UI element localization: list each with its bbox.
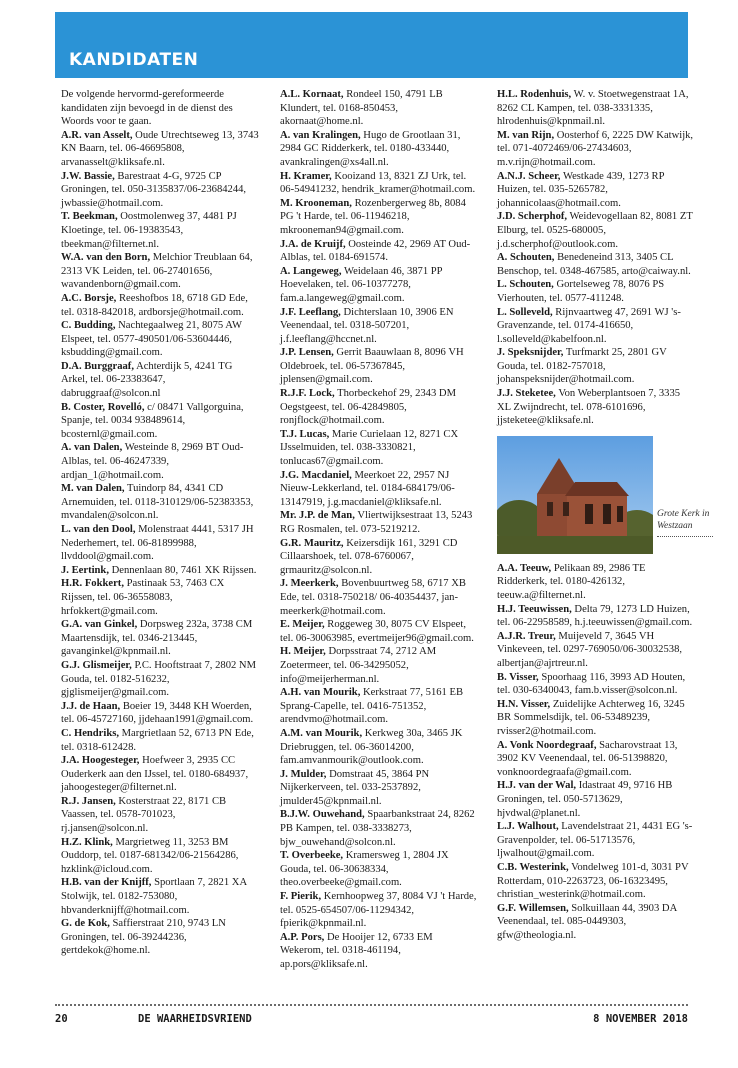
candidate-details: Pelikaan 89, 2986 TE Ridderkerk, tel. 0180-426132, teeuw.a@filternet.nl. <box>497 562 646 602</box>
magazine-name: DE WAARHEIDSVRIEND <box>138 1013 252 1025</box>
candidate-name: A. Schouten, <box>497 252 555 264</box>
candidate-name: L. van den Dool, <box>61 524 136 535</box>
candidate-details: Delta 79, 1273 LD Huizen, tel. 06-22958589, h.j.teeuwissen@gmail.com. <box>497 603 693 629</box>
candidate-details: Rozenbergerweg 8b, 8084 PG 't Harde, tel. 06-11946218, mkrooneman94@gmail.com. <box>280 197 466 236</box>
candidate-entry <box>280 346 478 387</box>
candidate-entry <box>280 577 478 618</box>
column-1 <box>61 88 259 958</box>
candidate-entry <box>61 210 259 251</box>
candidate-details: Pastinaak 53, 7463 CX Rijssen, tel. 06-36558083, hrfokkert@gmail.com. <box>61 578 225 617</box>
candidate-details: Solkuillaan 44, 3903 DA Veenendaal, tel. 085-0449303, gfw@theologia.nl. <box>497 902 677 941</box>
candidate-entry <box>280 428 478 469</box>
candidate-entry <box>497 210 695 251</box>
section-title: KANDIDATEN <box>69 50 199 70</box>
candidate-entry <box>497 861 695 902</box>
candidate-name: J. Speksnijder, <box>497 347 564 359</box>
candidate-entry <box>497 739 695 780</box>
candidate-entry <box>497 562 695 603</box>
candidate-name: C. Budding, <box>61 320 116 332</box>
candidate-details: Lavendelstraat 21, 4431 EG 's-Gravenpolder, tel. 06-51713576, ljwalhout@gmail.com. <box>497 821 693 860</box>
candidate-entry <box>497 820 695 861</box>
candidate-name: R.J.F. Lock, <box>280 388 335 400</box>
candidate-name: T. Overbeeke, <box>280 850 344 862</box>
candidate-details: Oosterhof 6, 2225 DW Katwijk, tel. 071-4072469/06-27434603, m.v.rijn@hotmail.com. <box>497 129 694 168</box>
candidate-entry <box>280 129 478 170</box>
candidate-details: Kosterstraat 22, 8171 CB Vaassen, tel. 0578-701023, rj.jansen@solcon.nl. <box>61 795 227 835</box>
church-illustration <box>497 436 653 554</box>
candidate-name: A.R. van Asselt, <box>61 129 133 141</box>
candidate-details: Hugo de Grootlaan 31, 2984 GC Ridderkerk, tel. 0180-433440, avankralingen@xs4all.nl. <box>280 129 461 168</box>
candidate-details: Dorpsstraat 74, 2712 AM Zoetermeer, tel. 06-34295052, info@meijerherman.nl. <box>280 646 437 685</box>
page-number: 20 <box>55 1013 68 1025</box>
candidate-name: J.F. Leeflang, <box>280 306 341 318</box>
candidate-details: Dennenlaan 80, 7461 XK Rijssen. <box>111 564 257 576</box>
candidate-details: Margrietweg 11, 3253 BM Ouddorp, tel. 0187-681342/06-21564286, hzklink@icloud.com. <box>61 836 239 875</box>
candidate-entry <box>280 686 478 727</box>
candidate-entry <box>280 306 478 347</box>
candidate-name: Mr. J.P. de Man, <box>280 510 355 522</box>
candidate-details: Thorbeckehof 29, 2343 DM Oegstgeest, tel. 06-42849805, ronjflock@hotmail.com. <box>280 388 456 427</box>
footer-divider <box>55 1004 688 1006</box>
candidate-name: J. Meerkerk, <box>280 578 339 590</box>
candidate-entry <box>61 401 259 442</box>
photo-caption: Grote Kerk in Westzaan <box>657 508 710 531</box>
candidate-entry <box>280 727 478 768</box>
candidate-entry <box>497 306 695 347</box>
candidate-name: M. van Dalen, <box>61 483 125 495</box>
intro-text: De volgende hervormd-gereformeerde kandidaten zijn bevoegd in de dienst des Woords voor te gaan. <box>61 89 233 128</box>
candidate-entry <box>497 278 695 305</box>
candidate-entry <box>280 768 478 809</box>
candidate-entry <box>61 795 259 836</box>
candidate-entry <box>61 700 259 727</box>
candidate-entry <box>497 170 695 211</box>
candidate-name: J.A. Hoogesteger, <box>61 755 140 767</box>
candidate-name: A.J.R. Treur, <box>497 630 556 642</box>
candidate-details: Domstraat 45, 3864 PN Nijkerkerveen, tel. 033-2537892, jmulder45@kpnmail.nl. <box>280 768 430 807</box>
issue-date: 8 NOVEMBER 2018 <box>593 1013 688 1025</box>
candidate-details: Kerkstraat 77, 5161 EB Sprang-Capelle, tel. 0416-751352, arendvmo@hotmail.com. <box>280 687 464 726</box>
candidate-entry <box>280 469 478 510</box>
candidate-entry <box>61 917 259 958</box>
candidate-list <box>61 129 259 958</box>
candidate-entry <box>497 88 695 129</box>
candidate-entry <box>280 931 478 972</box>
candidate-entry <box>61 876 259 917</box>
candidate-details: Saffierstraat 210, 9743 LN Groningen, tel. 06-39244236, gertdekok@home.nl. <box>61 918 226 957</box>
candidate-entry <box>280 265 478 306</box>
candidate-name: C.B. Westerink, <box>497 861 569 873</box>
candidate-entry <box>280 645 478 686</box>
candidate-details: Molenstraat 4441, 5317 JH Nederhemert, tel. 06-81899988, llvddool@gmail.com. <box>61 524 254 563</box>
candidate-name: W.A. van den Born, <box>61 252 151 264</box>
candidate-entry <box>61 482 259 523</box>
candidate-entry <box>61 319 259 360</box>
candidate-details: Sacharovstraat 13, 3902 KV Veenendaal, tel. 06-51398820, vonknoordegraafa@gmail.com. <box>497 739 678 778</box>
candidate-details: Reeshofbos 18, 6718 GD Ede, tel. 0318-842018, ardborsje@hotmail.com. <box>61 292 248 318</box>
candidate-entry <box>61 754 259 795</box>
candidate-details: Vliertwijksestraat 13, 5243 RG Rosmalen, tel. 073-5219212. <box>280 510 473 535</box>
candidate-name: H.Z. Klink, <box>61 836 113 848</box>
candidate-name: J. Eertink, <box>61 564 109 576</box>
candidate-details: Oude Utrechtseweg 13, 3743 KN Baarn, tel. 06-46695808, arvanasselt@kliksafe.nl. <box>61 129 259 168</box>
candidate-details: Vondelweg 101-d, 3031 PV Rotterdam, 010-2263723, 06-16323495, christian_westerink@hotmail.com. <box>497 861 689 901</box>
candidate-entry <box>280 537 478 578</box>
candidate-entry <box>497 698 695 739</box>
candidate-name: L. Schouten, <box>497 279 554 291</box>
candidate-entry <box>497 387 695 428</box>
candidate-details: Weidelaan 46, 3871 PP Hoevelaken, tel. 06-10377278, fam.a.langeweg@gmail.com. <box>280 265 443 304</box>
candidate-entry <box>61 577 259 618</box>
candidate-details: Meerkoet 22, 2957 NJ Nieuw-Lekkerland, tel. 0184-684179/06-13147919, j.g.macdaniel@kliksafe.nl. <box>280 469 455 508</box>
candidate-details: Weidevogellaan 82, 8081 ZT Elburg, tel. 0525-680005, j.d.scherphof@outlook.com. <box>497 211 693 250</box>
candidate-list <box>497 562 695 943</box>
candidate-details: Oosteinde 42, 2969 AT Oud-Alblas, tel. 0184-691574. <box>280 238 471 264</box>
candidate-details: Hoefweer 3, 2935 CC Ouderkerk aan den IJssel, tel. 0180-684937, jahoogesteger@filternet.nl. <box>61 755 249 794</box>
candidate-name: H.J. van der Wal, <box>497 780 577 792</box>
candidate-entry <box>497 603 695 630</box>
candidate-name: R.J. Jansen, <box>61 795 116 807</box>
candidate-name: A. Langeweg, <box>280 265 342 277</box>
candidate-entry <box>497 251 695 278</box>
candidate-entry <box>61 836 259 877</box>
candidate-entry <box>497 630 695 671</box>
candidate-name: H.N. Visser, <box>497 698 551 710</box>
candidate-details: Westeinde 8, 2969 BT Oud-Alblas, tel. 06-46247339, ardjan_1@hotmail.com. <box>61 442 244 481</box>
candidate-details: Marie Curielaan 12, 8271 CX IJsselmuiden, tel. 038-3330821, tonlucas67@gmail.com. <box>280 428 459 468</box>
candidate-name: H.L. Rodenhuis, <box>497 89 572 100</box>
candidate-name: H.B. van der Knijff, <box>61 877 152 889</box>
candidate-details: W. v. Stoetwegenstraat 1A, 8262 CL Kampen, tel. 038-3331335, hlrodenhuis@kpnmail.nl. <box>497 89 689 128</box>
candidate-name: B. Visser, <box>497 671 539 683</box>
candidate-details: Kernhoopweg 37, 8084 VJ 't Harde, tel. 0525-654507/06-11294342, fpierik@kpnmail.nl. <box>280 891 477 930</box>
candidate-details: Oostmolenweg 37, 4481 PJ Kloetinge, tel. 06-19383543, tbeekman@filternet.nl. <box>61 211 237 250</box>
candidate-entry <box>497 129 695 170</box>
candidate-details: Kooizand 13, 8321 ZJ Urk, tel. 06-54941232, hendrik_kramer@hotmail.com. <box>280 170 476 196</box>
candidate-name: J.W. Bassie, <box>61 170 115 182</box>
candidate-details: Muijeveld 7, 3645 VH Vinkeveen, tel. 0297-769050/06-30032538, albertjan@ajrtreur.nl. <box>497 630 683 669</box>
candidate-details: Gortelseweg 78, 8076 PS Vierhouten, tel. 0577-411248. <box>497 279 665 304</box>
candidate-name: H. Kramer, <box>280 170 332 182</box>
candidate-details: P.C. Hooftstraat 7, 2802 NM Gouda, tel. 0182-516232, gjglismeijer@gmail.com. <box>61 659 257 699</box>
candidate-details: Tuindorp 84, 4341 CD Arnemuiden, tel. 0118-310129/06-52383353, mvandalen@solcon.nl. <box>61 483 254 522</box>
candidate-entry <box>280 88 478 129</box>
candidate-details: c/ 08471 Vallgorguina, Spanje, tel. 0034 938489614, bcosternl@gmail.com. <box>61 401 244 440</box>
candidate-entry <box>497 902 695 943</box>
candidate-details: Spaarbankstraat 24, 8262 PB Kampen, tel. 038-3338273, bjw_ouwehand@solcon.nl. <box>280 809 475 848</box>
candidate-details: Boeier 19, 3448 KH Woerden, tel. 06-45727160, jjdehaan1991@gmail.com. <box>61 700 254 726</box>
column-2 <box>280 88 478 972</box>
candidate-entry <box>61 618 259 659</box>
candidate-name: G.J. Glismeijer, <box>61 659 132 671</box>
candidate-details: Turfmarkt 25, 2801 GV Gouda, tel. 0182-757018, johanspeksnijder@hotmail.com. <box>497 347 667 386</box>
candidate-entry <box>61 441 259 482</box>
candidate-details: Dorpsweg 232a, 3738 CM Maartensdijk, tel. 0346-213445, gavanginkel@kpnmail.nl. <box>61 619 253 658</box>
candidate-name: A.N.J. Scheer, <box>497 170 561 182</box>
candidate-details: Melchior Treublaan 64, 2313 VK Leiden, tel. 06-27401656, wavandenborn@gmail.com. <box>61 252 253 291</box>
candidate-entry <box>61 727 259 754</box>
candidate-details: Nachtegaalweg 21, 8075 AW Elspeet, tel. 0577-490501/06-53604446, ksbudding@gmail.com. <box>61 320 242 359</box>
candidate-entry <box>280 509 478 536</box>
candidate-name: M. Krooneman, <box>280 197 352 209</box>
candidate-entry <box>280 197 478 238</box>
candidate-list <box>497 88 695 428</box>
church-photo <box>497 436 653 554</box>
candidate-entry <box>61 523 259 564</box>
candidate-name: A.A. Teeuw, <box>497 562 552 574</box>
candidate-details: De Hooijer 12, 6733 EM Wekerom, tel. 0318-461194, ap.pors@kliksafe.nl. <box>280 931 433 970</box>
candidate-entry <box>497 346 695 387</box>
candidate-name: T. Beekman, <box>61 211 118 223</box>
candidate-entry <box>61 292 259 319</box>
candidate-details: Bovenbuurtweg 58, 6717 XB Ede, tel. 0318-750218/ 06-40354437, jan-meerkerk@hotmail.com. <box>280 578 466 617</box>
candidate-name: J.P. Lensen, <box>280 347 334 359</box>
candidate-details: Margrietlaan 52, 6713 PN Ede, tel. 0318-612428. <box>61 727 254 753</box>
section-header <box>55 12 688 78</box>
candidate-name: G.A. van Ginkel, <box>61 619 138 631</box>
candidate-name: J.J. Steketee, <box>497 388 556 400</box>
candidate-name: J.J. de Haan, <box>61 700 121 712</box>
candidate-name: J.G. Macdaniel, <box>280 469 352 481</box>
candidate-details: Rijnvaartweg 47, 2691 WJ 's-Gravenzande, tel. 0174-416650, l.solleveld@kabelfoon.nl. <box>497 306 681 345</box>
candidate-name: B. Coster, Rovelló, <box>61 401 145 413</box>
candidate-name: J. Mulder, <box>280 768 327 780</box>
candidate-name: L.J. Walhout, <box>497 821 559 833</box>
candidate-name: G.F. Willemsen, <box>497 902 569 914</box>
candidate-name: H.R. Fokkert, <box>61 578 124 590</box>
candidate-name: J.D. Scherphof, <box>497 211 568 223</box>
church-photo-figure <box>497 436 713 554</box>
candidate-name: B.J.W. Ouwehand, <box>280 809 365 821</box>
candidate-name: E. Meijer, <box>280 619 325 631</box>
candidate-entry <box>497 779 695 820</box>
candidate-name: D.A. Burggraaf, <box>61 360 134 372</box>
candidate-entry <box>280 170 478 197</box>
candidate-details: Von Weberplantsoen 7, 3335 XL Zwijndrecht, tel. 078-6101696, jjsteketee@kliksafe.nl. <box>497 388 681 427</box>
candidate-entry <box>280 890 478 931</box>
candidate-name: G.R. Mauritz, <box>280 537 344 549</box>
candidate-entry <box>280 618 478 645</box>
candidate-details: Benedeneind 313, 3405 CL Benschop, tel. 0348-467585, arto@caiway.nl. <box>497 252 691 277</box>
candidate-details: Spoorhaag 116, 3993 AD Houten, tel. 030-6340043, fam.b.visser@solcon.nl. <box>497 671 686 697</box>
candidate-entry <box>61 170 259 211</box>
candidate-name: A. Vonk Noordegraaf, <box>497 739 597 751</box>
candidate-entry <box>280 808 478 849</box>
candidate-name: A.C. Borsje, <box>61 292 117 304</box>
candidate-name: A.P. Pors, <box>280 931 325 943</box>
candidate-name: G. de Kok, <box>61 918 110 930</box>
candidate-details: Achterdijk 5, 4241 TG Arkel, tel. 06-23383647, dabruggraaf@solcon.nl <box>61 360 233 400</box>
candidate-details: Idastraat 49, 9716 HB Groningen, tel. 050-5713629, hjvdwal@planet.nl. <box>497 780 673 819</box>
candidate-name: A.L. Kornaat, <box>280 89 344 100</box>
candidate-name: M. van Rijn, <box>497 129 555 141</box>
candidate-entry <box>497 671 695 698</box>
candidate-name: F. Pierik, <box>280 891 322 903</box>
candidate-details: Dichterslaan 10, 3906 EN Veenendaal, tel. 0318-507201, j.f.leeflang@hccnet.nl. <box>280 306 454 345</box>
candidate-name: H. Meijer, <box>280 646 326 658</box>
candidate-details: Rondeel 150, 4791 LB Klundert, tel. 0168-850453, akornaat@home.nl. <box>280 89 443 128</box>
column-3 <box>497 88 710 942</box>
candidate-entry <box>280 387 478 428</box>
candidate-name: T.J. Lucas, <box>280 428 330 440</box>
candidate-details: Keizersdijk 161, 3291 CD Cillaarshoek, tel. 078-6760067, grmauritz@solcon.nl. <box>280 537 458 576</box>
candidate-entry <box>280 849 478 890</box>
candidate-details: Gerrit Baauwlaan 8, 8096 VH Oldebroek, tel. 06-57367845, jplensen@gmail.com. <box>280 347 464 386</box>
candidate-details: Westkade 439, 1273 RP Huizen, tel. 035-5265782, johannicolaas@hotmail.com. <box>497 170 665 209</box>
caption-divider <box>657 536 713 537</box>
candidate-name: L. Solleveld, <box>497 306 553 318</box>
candidate-entry <box>61 129 259 170</box>
candidate-name: J.A. de Kruijf, <box>280 238 346 250</box>
candidate-entry <box>61 251 259 292</box>
candidate-details: Roggeweg 30, 8075 CV Elspeet, tel. 06-30063985, evertmeijer96@gmail.com. <box>280 619 474 644</box>
candidate-details: Barestraat 4-G, 9725 CP Groningen, tel. 050-3135837/06-23684244, jwbassie@hotmail.com. <box>61 170 247 209</box>
candidate-name: A.H. van Mourik, <box>280 687 361 699</box>
candidate-name: C. Hendriks, <box>61 727 119 739</box>
candidate-entry <box>61 360 259 401</box>
candidate-entry <box>280 238 478 265</box>
candidate-details: Zuidelijke Achterweg 16, 3245 BR Sommelsdijk, tel. 06-53489239, rvisser2@hotmail.com. <box>497 698 685 737</box>
candidate-entry <box>61 659 259 700</box>
candidate-name: A. van Kralingen, <box>280 129 361 141</box>
candidate-name: H.J. Teeuwissen, <box>497 603 572 615</box>
candidate-details: Sportlaan 7, 2821 XA Stolwijk, tel. 0182-753080, hbvanderknijff@hotmail.com. <box>61 877 247 916</box>
candidate-list <box>280 88 478 972</box>
candidate-name: A.M. van Mourik, <box>280 727 363 739</box>
candidate-entry <box>61 564 259 578</box>
candidate-name: A. van Dalen, <box>61 442 123 454</box>
candidate-details: Kerkweg 30a, 3465 JK Driebruggen, tel. 06-36014200, fam.amvanmourik@outlook.com. <box>280 727 463 767</box>
candidate-details: Kramersweg 1, 2804 JX Gouda, tel. 06-30638334, theo.overbeeke@gmail.com. <box>280 850 449 889</box>
